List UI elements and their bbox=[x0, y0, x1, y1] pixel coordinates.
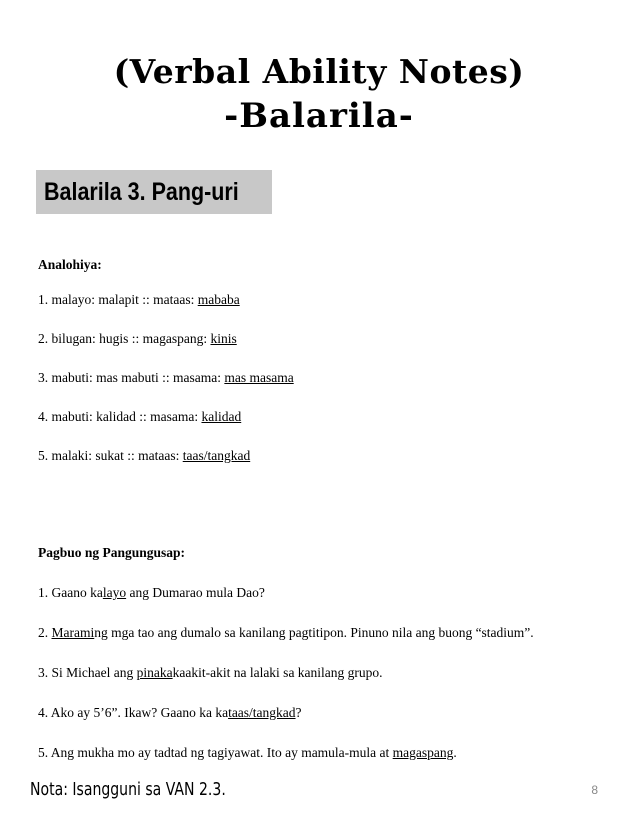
answer-underlined: pinaka bbox=[136, 665, 173, 680]
section-title: Balarila 3. Pang-uri bbox=[44, 177, 239, 206]
page-number: 8 bbox=[591, 783, 598, 797]
analohiya-heading: Analohiya: bbox=[38, 257, 102, 272]
answer-underlined: taas/tangkad bbox=[182, 448, 251, 463]
answer-underlined: kinis bbox=[210, 331, 237, 346]
pagbuo-item: 3. Si Michael ang pinakakaakit-akit na lalaki sa kanilang grupo. bbox=[38, 665, 383, 680]
pagbuo-item: 1. Gaano kalayo ang Dumarao mula Dao? bbox=[38, 585, 265, 600]
section-header bbox=[36, 170, 272, 214]
answer-underlined: kalidad bbox=[201, 409, 242, 424]
pagbuo-heading: Pagbuo ng Pangungusap: bbox=[38, 545, 186, 560]
answer-underlined: mas masama bbox=[224, 370, 294, 385]
analohiya-item: 5. malaki: sukat :: mataas: taas/tangkad bbox=[38, 448, 251, 463]
answer-underlined: taas/tangkad bbox=[228, 705, 296, 720]
answer-underlined: mababa bbox=[197, 292, 240, 307]
pagbuo-item: 5. Ang mukha mo ay tadtad ng tagiyawat. Ito ay mamula-mula at magaspang. bbox=[38, 745, 457, 760]
page-title: (Verbal Ability Notes) bbox=[113, 52, 525, 91]
analohiya-item: 2. bilugan: hugis :: magaspang: kinis bbox=[38, 331, 237, 346]
page-subtitle: -Balarila- bbox=[224, 96, 414, 136]
footer-note: Nota: Isangguni sa VAN 2.3. bbox=[30, 779, 226, 800]
answer-underlined: magaspang bbox=[392, 745, 454, 760]
analohiya-item: 3. mabuti: mas mabuti :: masama: mas masama bbox=[38, 370, 294, 385]
answer-underlined: layo bbox=[102, 585, 127, 600]
answer-underlined: Marami bbox=[51, 625, 95, 640]
analohiya-item: 1. malayo: malapit :: mataas: mababa bbox=[38, 292, 240, 307]
pagbuo-item: 2. Maraming mga tao ang dumalo sa kanilang pagtitipon. Pinuno nila ang buong “stadium”. bbox=[38, 625, 534, 640]
pagbuo-item: 4. Ako ay 5’6”. Ikaw? Gaano ka kataas/tangkad? bbox=[38, 705, 302, 720]
analohiya-item: 4. mabuti: kalidad :: masama: kalidad bbox=[38, 409, 242, 424]
